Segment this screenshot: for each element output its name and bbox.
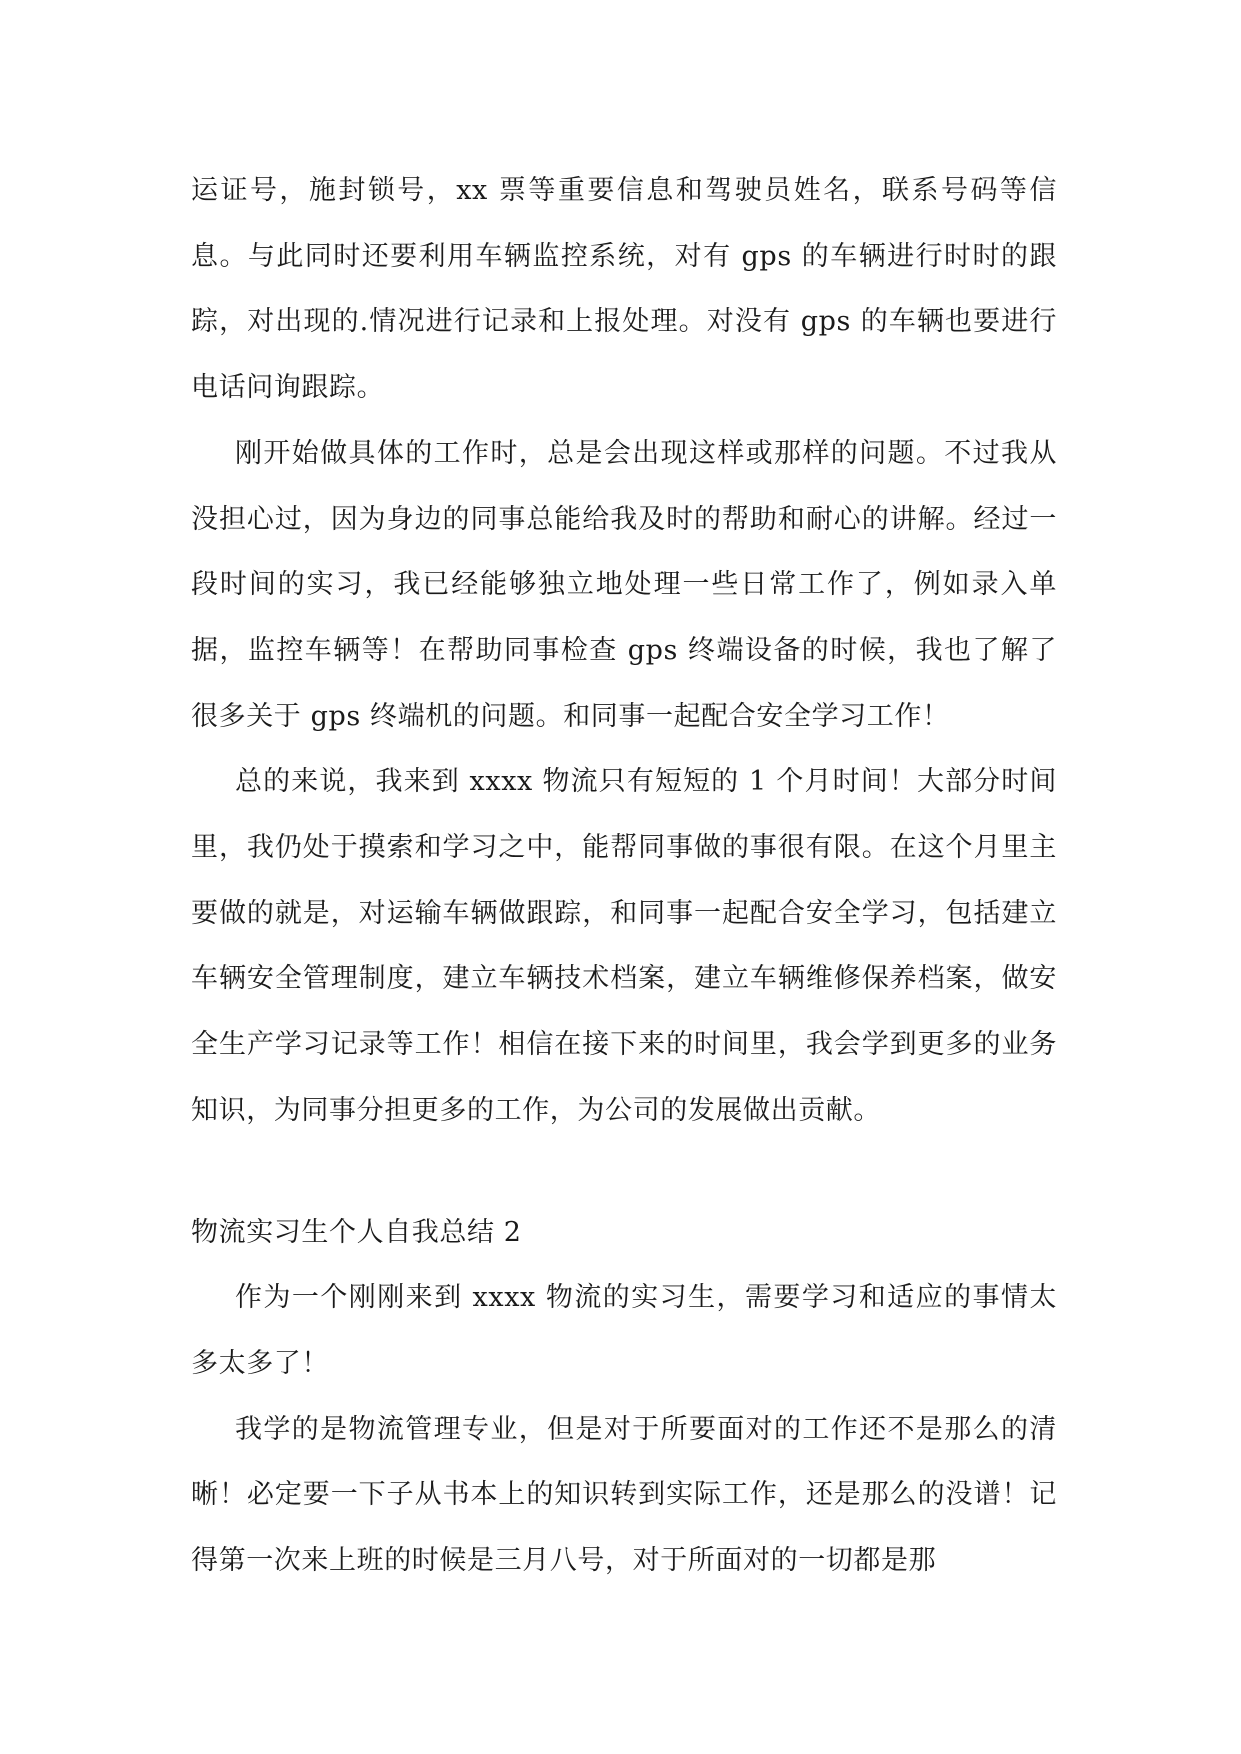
document-page [191,158,1057,1594]
paragraph-continued: 运证号，施封锁号，xx 票等重要信息和驾驶员姓名，联系号码等信息。与此同时还要利用车辆监控系统，对有 gps 的车辆进行时时的跟踪，对出现的.情况进行记录和上报处理。对没有 gps 的车辆也要进行电话问询跟踪。 [191,175,1057,404]
section-title: 物流实习生个人自我总结 2 [191,1216,522,1248]
paragraph: 作为一个刚刚来到 xxxx 物流的实习生，需要学习和适应的事情太多太多了！ [191,1282,1057,1379]
paragraph: 我学的是物流管理专业，但是对于所要面对的工作还不是那么的清晰！必定要一下子从书本上的知识转到实际工作，还是那么的没谱！记得第一次来上班的时候是三月八号，对于所面对的一切都是那 [191,1413,1057,1577]
paragraph: 总的来说，我来到 xxxx 物流只有短短的 1 个月时间！大部分时间里，我仍处于摸索和学习之中，能帮同事做的事很有限。在这个月里主要做的就是，对运输车辆做跟踪，和同事一起配合安全学习，包括建立车辆安全管理制度，建立车辆技术档案，建立车辆维修保养档案，做安全生产学习记录等工作！相信在接下来的时间里，我会学到更多的业务知识，为同事分担更多的工作，为公司的发展做出贡献。 [191,766,1057,1126]
paragraph: 刚开始做具体的工作时，总是会出现这样或那样的问题。不过我从没担心过，因为身边的同事总能给我及时的帮助和耐心的讲解。经过一段时间的实习，我已经能够独立地处理一些日常工作了，例如录入单据，监控车辆等！在帮助同事检查 gps 终端设备的时候，我也了解了很多关于 gps 终端机的问题。和同事一起配合安全学习工作！ [191,437,1057,732]
